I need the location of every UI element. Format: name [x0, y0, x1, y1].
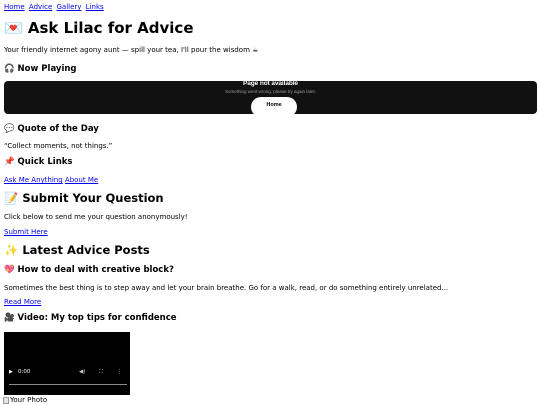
broken-image-icon — [3, 397, 9, 404]
music-player-embed — [4, 81, 537, 114]
video-time: 0:00 — [18, 369, 31, 375]
latest-posts-heading: ✨ Latest Advice Posts — [4, 243, 150, 257]
video-heading: 🎥 Video: My top tips for confidence — [4, 313, 177, 323]
embed-error-subtitle: Something went wrong, please try again later. — [224, 89, 317, 94]
submit-here-link[interactable]: Submit Here — [4, 228, 48, 236]
quote-heading: 💬 Quote of the Day — [4, 124, 99, 134]
nav-link-links[interactable]: Links — [85, 3, 104, 11]
nav-link-gallery[interactable]: Gallery — [56, 3, 82, 11]
post-excerpt: Sometimes the best thing is to step away and let your brain breathe. Go for a walk, read, or do something entirely unrelated... — [4, 284, 449, 292]
quick-links-list — [4, 176, 98, 184]
post-title: 💖 How to deal with creative block? — [4, 265, 174, 275]
nav-link-home[interactable]: Home — [4, 3, 25, 11]
submit-heading: 📝 Submit Your Question — [4, 191, 164, 205]
volume-icon[interactable]: ◀) — [79, 369, 86, 375]
play-icon[interactable]: ▶ — [9, 369, 13, 375]
quick-links-heading: 📌 Quick Links — [4, 157, 73, 167]
link-about-me[interactable]: About Me — [64, 176, 99, 184]
photo-image — [3, 396, 47, 404]
link-ask-me-anything[interactable]: Ask Me Anything — [4, 176, 63, 184]
nav-link-advice[interactable]: Advice — [28, 3, 53, 11]
quote-text: “Collect moments, not things.” — [4, 142, 113, 150]
read-more-link[interactable]: Read More — [4, 298, 42, 306]
embed-home-button[interactable]: Home — [251, 97, 297, 114]
more-options-icon[interactable]: ⋮ — [117, 369, 123, 375]
fullscreen-icon[interactable]: ⛶ — [99, 369, 103, 375]
page-tagline: Your friendly internet agony aunt — spill your tea, I'll pour the wisdom ☕ — [4, 46, 259, 54]
video-player[interactable] — [4, 332, 130, 395]
top-nav — [4, 3, 106, 11]
photo-alt-text: Your Photo — [10, 396, 48, 404]
now-playing-heading: 🎧 Now Playing — [4, 64, 77, 74]
embed-error-title: Page not available — [243, 81, 298, 87]
video-progress-bar[interactable] — [9, 384, 127, 385]
submit-text: Click below to send me your question anonymously! — [4, 213, 188, 221]
page-title: 💌 Ask Lilac for Advice — [4, 19, 194, 37]
